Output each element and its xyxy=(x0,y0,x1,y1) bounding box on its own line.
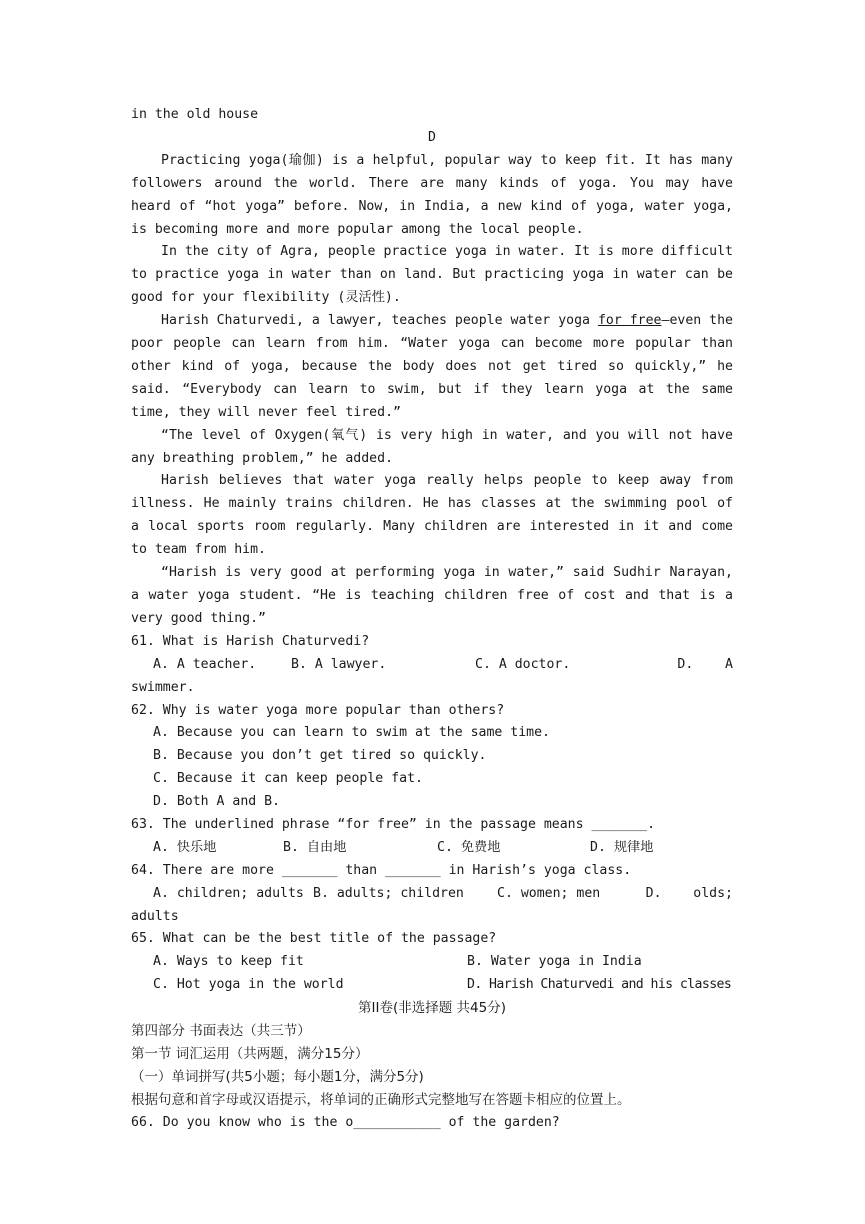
q63-option-b: B. 自由地 xyxy=(283,839,347,855)
q64-option-d-continued: adults xyxy=(131,908,179,924)
question-64-stem: 64. There are more _______ than _______ in Harish’s yoga class. xyxy=(131,862,632,878)
q65-option-c: C. Hot yoga in the world xyxy=(153,977,344,993)
question-65-options-cd xyxy=(131,974,733,997)
question-65-options-ab xyxy=(131,951,733,974)
q61-option-d: D. A xyxy=(677,656,733,672)
question-61-options xyxy=(131,654,733,677)
question-65-stem: 65. What can be the best title of the passage? xyxy=(131,931,497,947)
passage-paragraph-3 xyxy=(131,310,733,425)
q65-option-d: D. Harish Chaturvedi and his classes xyxy=(467,977,732,993)
section-1-title: 第一节 词汇运用（共两题，满分15分） xyxy=(131,1045,369,1062)
passage-paragraph-5: Harish believes that water yoga really helps people to keep away from illness. He mainly trains children. He has classes at the swimming pool of a local sports room regularly. Many children are interested in it and come to team from him. xyxy=(131,473,733,558)
q64-option-a: A. children; adults xyxy=(153,885,304,901)
q61-option-b: B. A lawyer. xyxy=(291,656,387,672)
q65-option-b: B. Water yoga in India xyxy=(467,954,642,970)
q62-option-b: B. Because you don’t get tired so quickly. xyxy=(153,748,487,764)
passage-letter: D xyxy=(428,129,436,145)
q63-option-d: D. 规律地 xyxy=(590,839,654,855)
q64-option-b: B. adults; children xyxy=(313,885,464,901)
question-63-stem: 63. The underlined phrase “for free” in the passage means _______. xyxy=(131,816,656,832)
previous-passage-tail: in the old house xyxy=(131,107,259,122)
part-2-title: 第II卷(非选择题 共45分) xyxy=(358,1000,506,1017)
q64-option-d: D. olds; xyxy=(645,885,733,901)
q61-option-c: C. A doctor. xyxy=(475,656,571,672)
document-page xyxy=(131,104,733,1134)
subsection-1-title: （一）单词拼写(共5小题；每小题1分，满分5分) xyxy=(131,1068,424,1085)
passage-paragraph-4: “The level of Oxygen(氧气) is very high in water, and you will not have any breathing problem,” he added. xyxy=(131,427,733,466)
q62-option-a: A. Because you can learn to swim at the same time. xyxy=(153,725,550,741)
paragraph-3-rest: —even the poor people can learn from him. “Water yoga can become more popular than other kind of yoga, because the body does not get tired so quickly,” he said. “Everybody can learn to swim, but if they learn yoga at the same time, they will never feel tired.” xyxy=(131,313,733,420)
instructions: 根据句意和首字母或汉语提示，将单词的正确形式完整地写在答题卡相应的位置上。 xyxy=(131,1091,631,1108)
passage-paragraph-2: In the city of Agra, people practice yoga in water. It is more difficult to practice yoga in water than on land. But practicing yoga in water can be good for your flexibility (灵活性). xyxy=(131,244,733,306)
q61-option-a: A. A teacher. xyxy=(153,656,257,672)
q62-option-c: C. Because it can keep people fat. xyxy=(153,771,423,787)
passage-paragraph-1: Practicing yoga(瑜伽) is a helpful, popular way to keep fit. It has many followers around the world. There are many kinds of yoga. You may have heard of “hot yoga” before. Now, in India, a new kind of yoga, water yoga, is becoming more and more popular among the local people. xyxy=(131,152,733,237)
q63-option-c: C. 免费地 xyxy=(437,839,501,855)
question-62-stem: 62. Why is water yoga more popular than others? xyxy=(131,702,505,718)
part-4-title: 第四部分 书面表达（共三节） xyxy=(131,1023,311,1040)
question-63-options xyxy=(131,837,733,860)
question-61-stem: 61. What is Harish Chaturvedi? xyxy=(131,633,370,649)
underlined-phrase: for free xyxy=(597,313,662,329)
passage-paragraph-6: “Harish is very good at performing yoga in water,” said Sudhir Narayan, a water yoga student. “He is teaching children free of cost and that is a very good thing.” xyxy=(131,565,733,626)
question-66: 66. Do you know who is the o___________ of the garden? xyxy=(131,1114,560,1130)
question-64-options xyxy=(131,883,733,906)
paragraph-3-start: Harish Chaturvedi, a lawyer, teaches people water yoga xyxy=(161,313,598,329)
q64-option-c: C. women; men xyxy=(497,885,601,901)
q61-option-d-continued: swimmer. xyxy=(131,679,195,695)
q63-option-a: A. 快乐地 xyxy=(153,839,217,855)
q62-option-d: D. Both A and B. xyxy=(153,794,281,810)
q65-option-a: A. Ways to keep fit xyxy=(153,954,304,970)
